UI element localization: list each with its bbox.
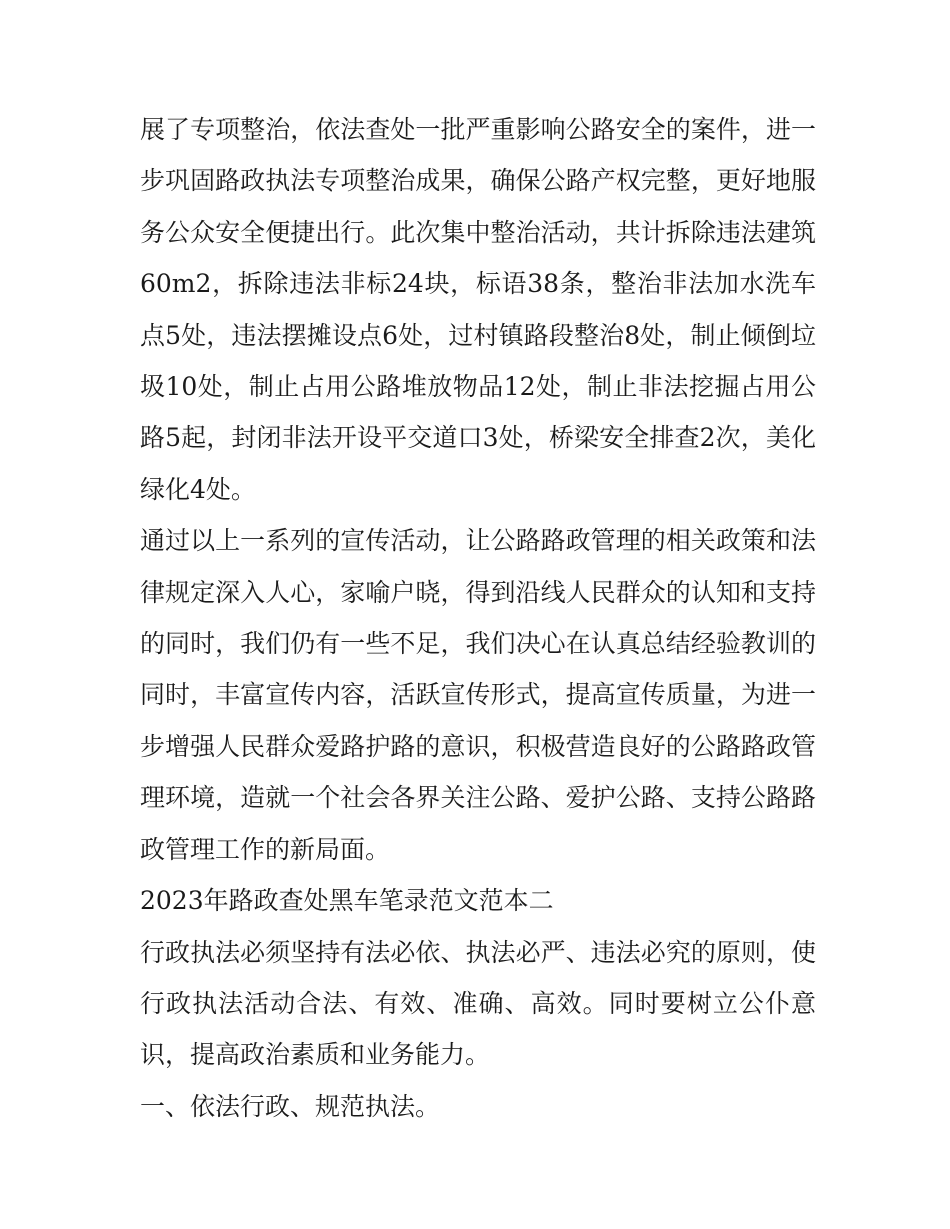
- section-title-sample-two: 2023年路政查处黑车笔录范文范本二: [140, 886, 554, 916]
- paragraph-publicity-summary: 通过以上一系列的宣传活动，让公路路政管理的相关政策和法律规定深入人心，家喻户晓，得到沿线人民群众的认知和支持的同时，我们仍有一些不足，我们决心在认真总结经验教训的同时，丰富宣传内容，活跃宣传形式，提高宣传质量，为进一步增强人民群众爱路护路的意识，积极营造良好的公路路政管理环境，造就一个社会各界关注公路、爱护公路、支持公路路政管理工作的新局面。: [140, 526, 816, 864]
- paragraph-rectification-results: 展了专项整治，依法查处一批严重影响公路安全的案件，进一步巩固路政执法专项整治成果，确保公路产权完整，更好地服务公众安全便捷出行。此次集中整治活动，共计拆除违法建筑60m2，拆除违法非标24块，标语38条，整治非法加水洗车点5处，违法摆摊设点6处，过村镇路段整治8处，制止倾倒垃圾10处，制止占用公路堆放物品12处，制止非法挖掘占用公路5起，封闭非法开设平交道口3处，桥梁安全排查2次，美化绿化4处。: [140, 115, 816, 504]
- heading-lawful-administration: 一、依法行政、规范执法。: [140, 1091, 441, 1121]
- paragraph-enforcement-principles: 行政执法必须坚持有法必依、执法必严、违法必究的原则，使行政执法活动合法、有效、准确、高效。同时要树立公仆意识，提高政治素质和业务能力。: [140, 937, 816, 1070]
- document-body: [140, 104, 816, 1132]
